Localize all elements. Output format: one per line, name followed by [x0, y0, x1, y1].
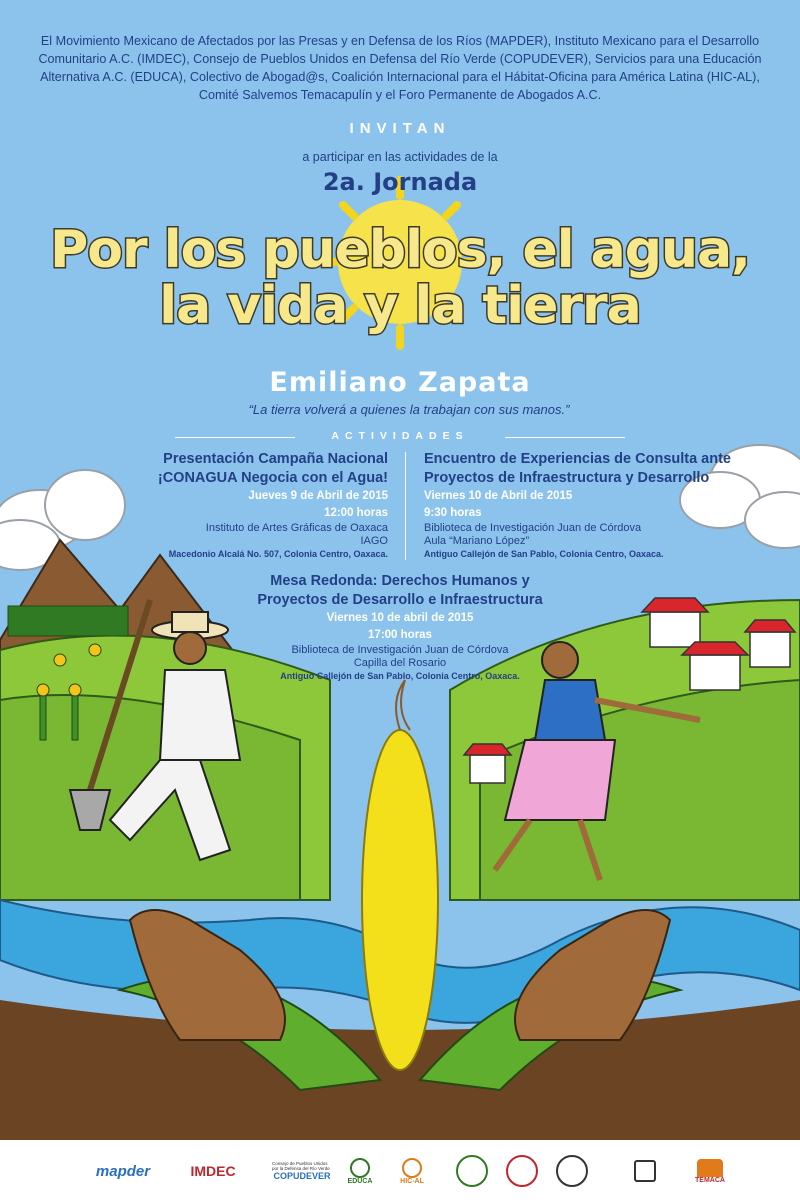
hical-emblem-icon: [402, 1158, 422, 1178]
event-address: Antiguo Callejón de San Pablo, Colonia Centro, Oaxaca.: [280, 671, 520, 681]
event-place: Biblioteca de Investigación Juan de Córdova: [424, 522, 642, 534]
seal-icon: [506, 1155, 538, 1187]
church-icon: [697, 1159, 723, 1177]
event-place: Instituto de Artes Gráficas de Oaxaca: [205, 522, 388, 534]
imdec-logo: IMDEC: [190, 1163, 236, 1179]
event-middle: [200, 572, 600, 683]
event-title: Encuentro de Experiencias de Consulta ante: [424, 451, 731, 467]
seal-logo-3: [555, 1154, 589, 1188]
temaca-logo: TEMACA: [680, 1154, 740, 1188]
seal-logo-2: [505, 1154, 539, 1188]
seal-icon: [556, 1155, 588, 1187]
honoree-name: Emiliano Zapata: [269, 367, 531, 398]
educa-emblem-icon: [350, 1158, 370, 1178]
event-place: Capilla del Rosario: [353, 657, 447, 669]
event-title: Proyectos de Desarrollo e Infraestructura: [257, 592, 543, 608]
organizations-text: El Movimiento Mexicano de Afectados por las Presas y en Defensa de los Ríos (MAPDER), Instituto Mexicano para el Desarrollo Comunitario A.C. (IMDEC), Consejo de Pueblos Unidos en Defensa del Río Verde (COPUDEVER), Servicios para una Educación Alternativa A.C. (EDUCA), Colectivo de Abogad@s, Coalición Internacional para el Hábitat-Oficina para América Latina (HIC-AL), Comité Salvemos Temacapulín y el Foro Permanente de Abogados A.C.: [38, 34, 762, 102]
copudever-logo: Consejo de Pueblos Unidos por la Defensa del Río Verde COPUDEVER: [272, 1161, 331, 1181]
event-address: Antiguo Callejón de San Pablo, Colonia Centro, Oaxaca.: [424, 549, 664, 559]
participar-text: a participar en las actividades de la: [302, 150, 498, 164]
quote-text: “La tierra volverá a quienes la trabajan con sus manos.”: [248, 402, 570, 417]
main-title-line1: Por los pueblos, el agua,: [50, 220, 750, 280]
event-address: Macedonio Alcalá No. 507, Colonia Centro, Oaxaca.: [168, 549, 388, 559]
event-place: IAGO: [360, 535, 388, 547]
sponsor-logos-bar: [0, 1140, 800, 1200]
event-place: Biblioteca de Investigación Juan de Córdova: [291, 644, 509, 656]
divider-right: [505, 437, 625, 438]
event-title: Proyectos de Infraestructura y Desarrollo: [424, 470, 710, 486]
seal-icon: [456, 1155, 488, 1187]
scales-icon: [634, 1160, 656, 1182]
event-title: Mesa Redonda: Derechos Humanos y: [270, 573, 530, 589]
hical-logo: HIC-AL: [392, 1154, 432, 1188]
foro-abogados-logo: [615, 1154, 675, 1188]
actividades-heading: ACTIVIDADES: [331, 430, 469, 442]
event-title: Presentación Campaña Nacional: [163, 451, 388, 467]
event-time: 17:00 horas: [368, 629, 432, 641]
events-divider: [405, 452, 406, 560]
educa-logo: EDUCA: [340, 1154, 380, 1188]
event-time: 9:30 horas: [424, 507, 482, 519]
mapder-logo: mapder: [95, 1162, 151, 1180]
invitan-heading: INVITAN: [349, 120, 451, 137]
main-title-line2: la vida y la tierra: [159, 276, 641, 336]
event-title: ¡CONAGUA Negocia con el Agua!: [157, 470, 388, 486]
seal-logo-1: [455, 1154, 489, 1188]
event-right: [424, 450, 764, 561]
event-date: Viernes 10 de Abril de 2015: [424, 490, 573, 502]
main-title: [0, 222, 800, 334]
event-date: Jueves 9 de Abril de 2015: [248, 490, 388, 502]
jornada-heading: 2a. Jornada: [322, 168, 478, 196]
event-date: Viernes 10 de abril de 2015: [326, 612, 474, 624]
event-left: [120, 450, 388, 561]
event-place: Aula “Mariano López”: [424, 535, 530, 547]
event-time: 12:00 horas: [324, 507, 388, 519]
